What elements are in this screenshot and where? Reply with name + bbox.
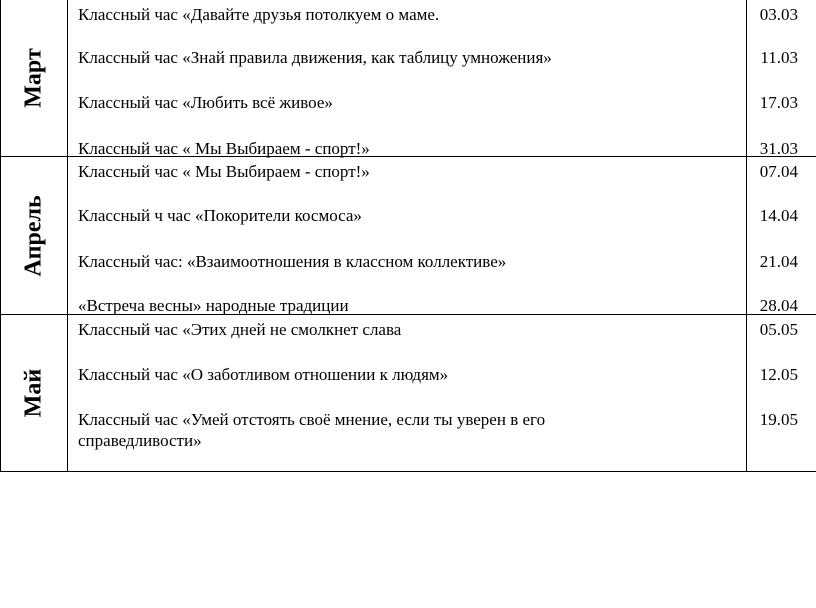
month-cell-may [1, 315, 68, 472]
event-item: Классный час «Любить всё живое» [78, 93, 333, 112]
event-item: Классный час «Давайте друзья потолкуем о маме. [78, 5, 440, 24]
event-item: Классный час « Мы Выбираем - спорт!» [78, 162, 370, 181]
event-date: 05.05 [759, 320, 798, 339]
month-label-april: Апрель [20, 194, 47, 277]
event-date: 12.05 [759, 365, 798, 384]
event-date: 03.03 [759, 5, 798, 24]
event-item: «Встреча весны» народные традиции [78, 296, 349, 315]
event-date: 14.04 [759, 206, 798, 225]
event-date: 11.03 [760, 48, 798, 67]
event-date: 21.04 [759, 252, 798, 271]
event-item: Классный час «Этих дней не смолкнет слава [78, 320, 402, 339]
month-cell-march [1, 0, 68, 157]
event-date: 07.04 [759, 162, 798, 181]
month-label-march: Март [20, 48, 47, 108]
event-item: Классный час « Мы Выбираем - спорт!» [78, 139, 370, 158]
event-item: Классный час «Знай правила движения, как таблицу умножения» [78, 48, 552, 67]
event-date: 31.03 [759, 139, 798, 158]
event-date: 17.03 [759, 93, 798, 112]
event-item: Классный час: «Взаимоотношения в классном коллективе» [78, 252, 507, 271]
event-item: Классный час «О заботливом отношении к людям» [78, 365, 449, 384]
event-item: Классный час «Умей отстоять своё мнение, если ты уверен в его справедливости» [78, 410, 546, 450]
event-date: 19.05 [759, 410, 798, 429]
month-cell-april [1, 157, 68, 315]
month-label-may: Май [20, 368, 47, 418]
event-item: Классный ч час «Покорители космоса» [78, 206, 362, 225]
event-date: 28.04 [759, 296, 798, 315]
